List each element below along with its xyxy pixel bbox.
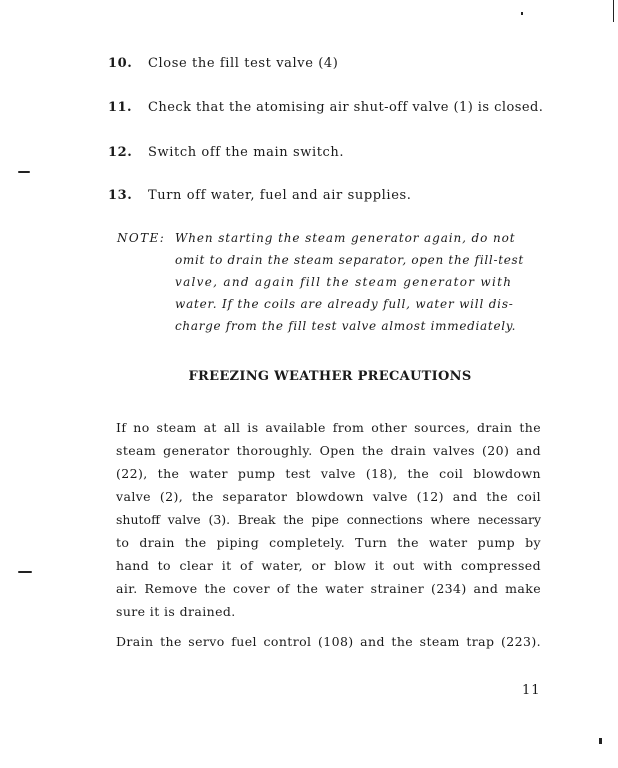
paragraph-line: If no steam at all is available from other sources, drain the — [116, 420, 541, 435]
step-13 — [108, 188, 412, 203]
page-number: 11 — [522, 683, 541, 698]
section-heading: FREEZING WEATHER PRECAUTIONS — [188, 369, 472, 384]
scan-mark — [18, 171, 30, 173]
step-text: Switch off the main switch. — [148, 145, 345, 160]
paragraph-line: shutoff valve (3). Break the pipe connections where necessary — [116, 512, 541, 527]
paragraph-line: sure it is drained. — [116, 604, 236, 619]
paragraph-line: hand to clear it of water, or blow it out with compressed — [116, 558, 541, 573]
note-line: water. If the coils are already full, water will dis- — [175, 297, 514, 311]
scan-mark — [599, 738, 602, 744]
step-number: 10. — [108, 56, 133, 71]
step-10 — [108, 56, 338, 71]
paragraph-line: to drain the piping completely. Turn the water pump by — [116, 535, 541, 550]
note-label: NOTE: — [117, 231, 166, 245]
note-line: charge from the fill test valve almost immediately. — [175, 319, 517, 333]
note-line: omit to drain the steam separator, open the fill-test — [175, 253, 524, 267]
paragraph-line: valve (2), the separator blowdown valve (12) and the coil — [116, 489, 541, 504]
step-number: 12. — [108, 145, 133, 160]
note-line: When starting the steam generator again, do not — [175, 231, 516, 245]
step-text: Turn off water, fuel and air supplies. — [148, 188, 412, 203]
note-line: valve, and again fill the steam generator with — [175, 275, 513, 289]
step-number: 11. — [108, 100, 132, 115]
scan-mark — [18, 571, 32, 573]
step-11 — [108, 100, 543, 115]
paragraph-line: air. Remove the cover of the water strainer (234) and make — [116, 581, 541, 596]
step-12 — [108, 145, 344, 160]
step-number: 13. — [108, 188, 133, 203]
scan-mark — [521, 12, 523, 15]
scan-mark — [613, 0, 614, 22]
paragraph-2: Drain the servo fuel control (108) and the steam trap (223). — [116, 634, 541, 649]
paragraph-line: (22), the water pump test valve (18), the coil blowdown — [116, 466, 541, 481]
paragraph-line: steam generator thoroughly. Open the drain valves (20) and — [116, 443, 541, 458]
step-text: Close the fill test valve (4) — [148, 56, 339, 71]
step-text: Check that the atomising air shut-off valve (1) is closed. — [148, 100, 544, 115]
